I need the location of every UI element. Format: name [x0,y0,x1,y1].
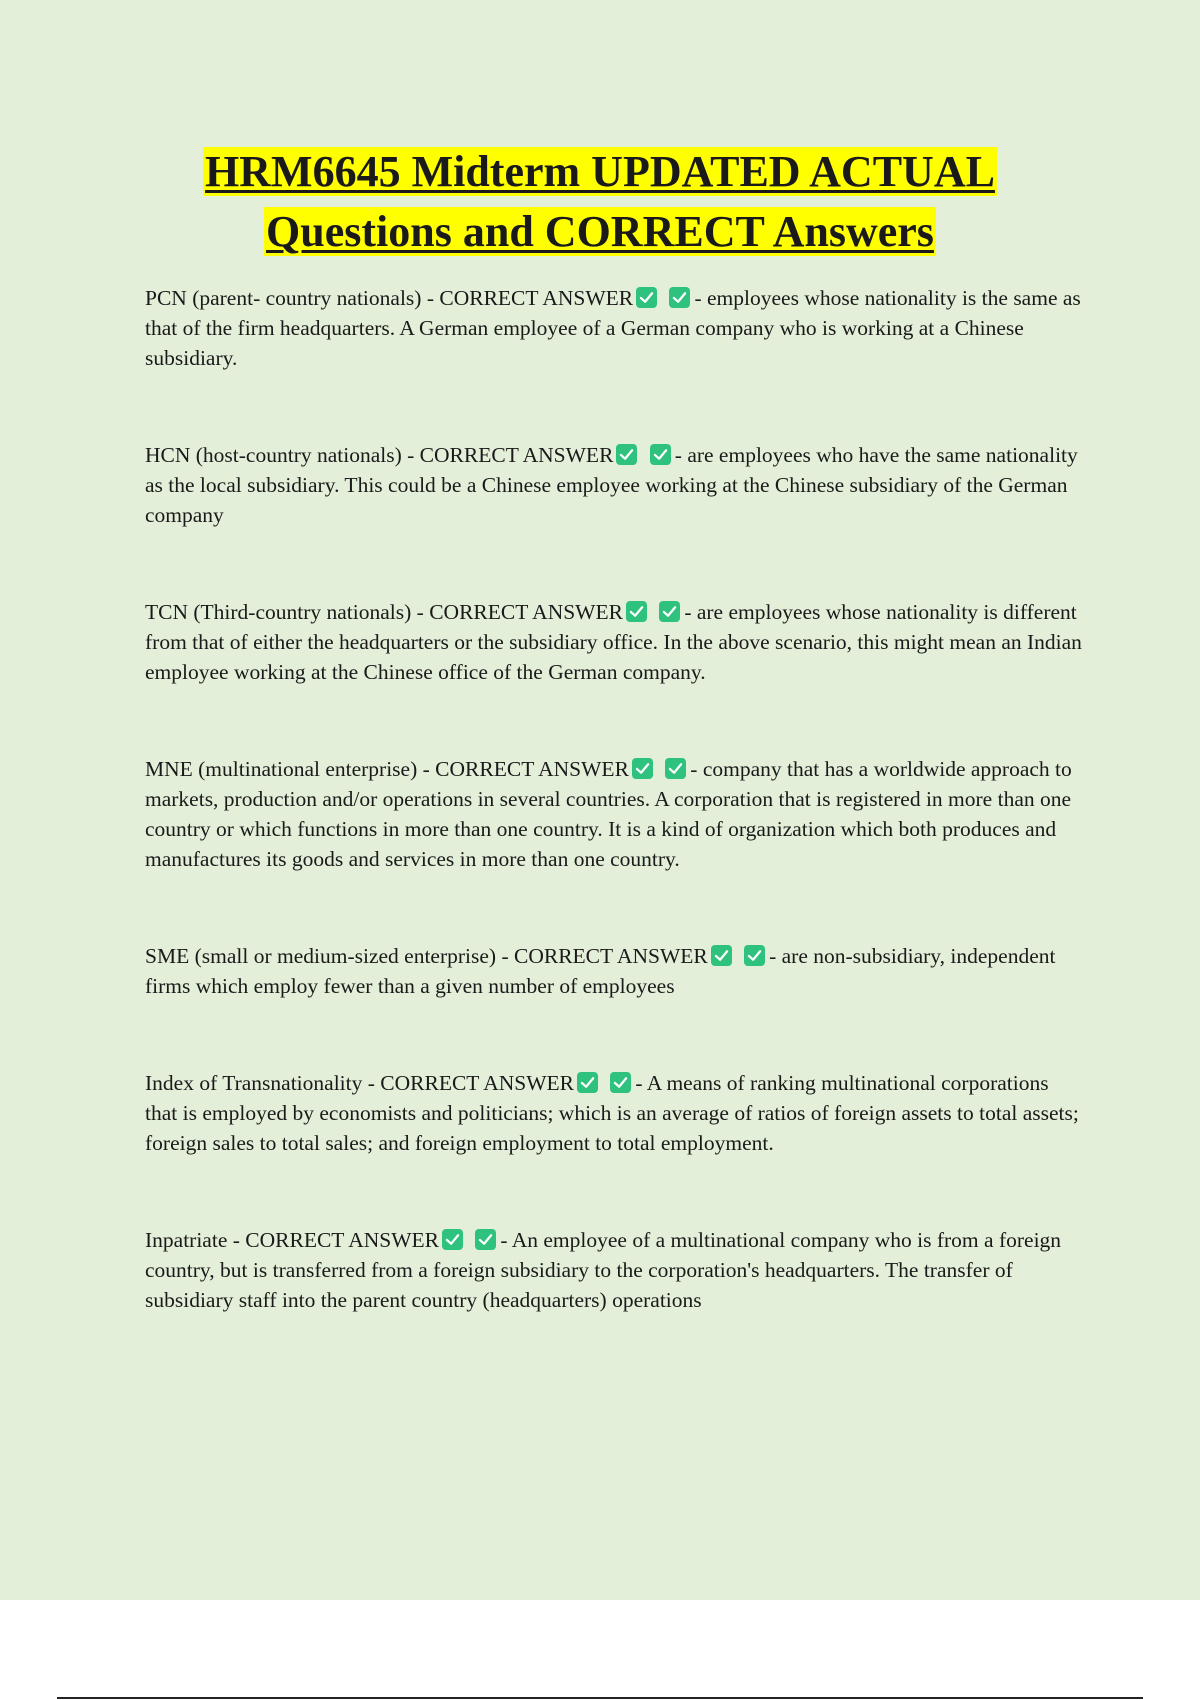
correct-answer-label: - CORRECT ANSWER [367,1071,575,1095]
check-icon [744,945,765,966]
qa-list [145,283,1085,1315]
check-icon [665,758,686,779]
entry-definition: - are non-subsidiary, independent firms which employ fewer than a given number of employees [145,944,1056,998]
check-icon [636,287,657,308]
entry-term: MNE (multinational enterprise) [145,757,418,781]
check-icon [632,758,653,779]
title-line-2: Questions and CORRECT Answers [266,207,934,256]
qa-entry [145,440,1085,530]
qa-entry [145,1225,1085,1315]
qa-entry [145,941,1085,1001]
entry-definition: - An employee of a multinational company who is from a foreign country, but is transferred from a foreign subsidiary to the corporation's headquarters. The transfer of subsidiary staff into the parent country (headquarters) operations [145,1228,1062,1312]
qa-entry [145,1068,1085,1158]
check-icon [626,601,647,622]
entry-definition: - are employees who have the same nationality as the local subsidiary. This could be a Chinese employee working at the Chinese subsidiary of the German company [145,443,1078,527]
footer-divider [57,1697,1143,1699]
check-icon [577,1072,598,1093]
title-line-1: HRM6645 Midterm UPDATED ACTUAL [205,147,995,196]
qa-entry [145,754,1085,874]
check-icon [616,444,637,465]
entry-term: PCN (parent- country nationals) [145,286,422,310]
qa-entry [145,283,1085,373]
correct-answer-label: - CORRECT ANSWER [501,944,708,968]
check-icon [711,945,732,966]
qa-entry [145,597,1085,687]
correct-answer-label: - CORRECT ANSWER [416,600,623,624]
check-icon [610,1072,631,1093]
entry-term: HCN (host-country nationals) [145,443,402,467]
document-title [60,142,1140,262]
correct-answer-label: - CORRECT ANSWER [232,1228,440,1252]
correct-answer-label: - CORRECT ANSWER [422,757,629,781]
entry-term: TCN (Third-country nationals) [145,600,412,624]
entry-definition: - are employees whose nationality is different from that of either the headquarters or the subsidiary office. In the above scenario, this might mean an Indian employee working at the Chinese office of the German company. [145,600,1082,684]
check-icon [659,601,680,622]
correct-answer-label: - CORRECT ANSWER [407,443,614,467]
check-icon [650,444,671,465]
entry-definition: - company that has a worldwide approach to markets, production and/or operations in several countries. A corporation that is registered in more than one country or which functions in more than one country. It is a kind of organization which both produces and manufactures its goods and services in more than one country. [145,757,1072,871]
entry-definition: - employees whose nationality is the same as that of the firm headquarters. A German employee of a German company who is working at a Chinese subsidiary. [145,286,1081,370]
check-icon [475,1229,496,1250]
correct-answer-label: - CORRECT ANSWER [426,286,634,310]
check-icon [669,287,690,308]
entry-definition: - A means of ranking multinational corporations that is employed by economists and politicians; which is an average of ratios of foreign assets to total assets; foreign sales to total sales; and foreign employment to total employment. [145,1071,1079,1155]
entry-term: Index of Transnationality [145,1071,363,1095]
entry-term: Inpatriate [145,1228,228,1252]
entry-term: SME (small or medium-sized enterprise) [145,944,497,968]
check-icon [442,1229,463,1250]
